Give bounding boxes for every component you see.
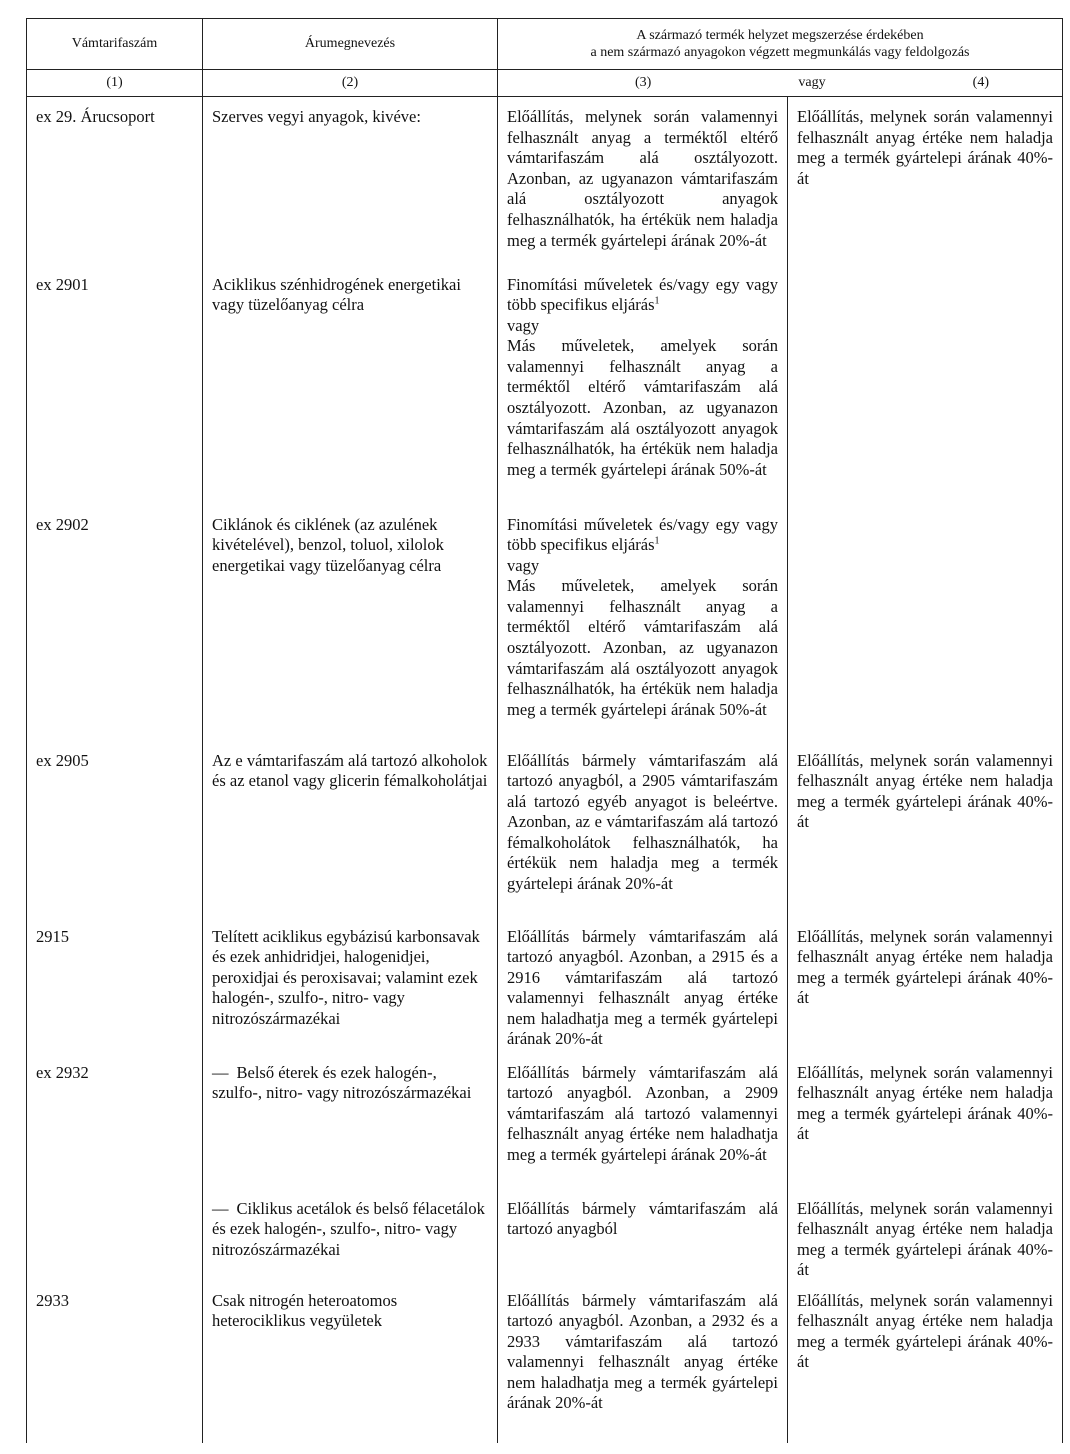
table-row — [27, 751, 1063, 927]
column-number-1: (1) — [27, 70, 203, 97]
tariff-code: ex 2905 — [27, 751, 203, 927]
processing-col3: Előállítás bármely vámtarifaszám alá tartozó anyagból. Azonban, a 2932 és a 2933 vámtarifaszám alá tartozó valamennyi felhasznált anyag értéke nem haladhatja meg a termék gyártelepi árának 20%-át — [498, 1291, 788, 1444]
processing-col4: Előállítás, melynek során valamennyi felhasznált anyag értéke nem haladja meg a termék gyártelepi árának 40%-át — [788, 1291, 1063, 1444]
table-row — [27, 1063, 1063, 1199]
column-number-row — [27, 70, 1063, 97]
processing-col4: Előállítás, melynek során valamennyi felhasznált anyag értéke nem haladja meg a termék gyártelepi árának 40%-át — [788, 1063, 1063, 1199]
processing-col3: Előállítás bármely vámtarifaszám alá tartozó anyagból — [498, 1199, 788, 1291]
processing-refining: Finomítási műveletek és/vagy egy vagy több specifikus eljárás — [507, 274, 778, 315]
processing-col4: Előállítás, melynek során valamennyi felhasznált anyag értéke nem haladja meg a termék gyártelepi árának 40%-át — [788, 751, 1063, 927]
header-processing — [498, 19, 1063, 70]
tariff-code: ex 2932 — [27, 1063, 203, 1199]
processing-col4: Előállítás, melynek során valamennyi felhasznált anyag értéke nem haladja meg a termék gyártelepi árának 40%-át — [788, 97, 1063, 275]
processing-other: Más műveletek, amelyek során valamennyi felhasznált anyag a terméktől eltérő vámtarifaszám alá osztályozott. Azonban, az ugyanazon vámtarifaszám alá osztályozott anyagok felhasználhatók, ha értékük nem haladja meg a termék gyártelepi árának 50%-át — [507, 336, 778, 479]
goods-description — [203, 1063, 498, 1199]
footnote-ref: 1 — [654, 295, 660, 307]
processing-other: Más műveletek, amelyek során valamennyi felhasznált anyag a terméktől eltérő vámtarifaszám alá osztályozott. Azonban, az ugyanazon vámtarifaszám alá osztályozott anyagok felhasználhatók, ha értékük nem haladja meg a termék gyártelepi árának 50%-át — [507, 576, 778, 719]
tariff-code: 2933 — [27, 1291, 203, 1444]
goods-description — [203, 1199, 498, 1291]
goods-description-text: Belső éterek és ezek halogén-, szulfo-, nitro- vagy nitrozószármazékai — [212, 1062, 472, 1103]
list-dash: — — [212, 1198, 229, 1218]
processing-col4 — [788, 515, 1063, 751]
processing-col3 — [498, 515, 788, 751]
list-dash: — — [212, 1062, 229, 1082]
column-number-4: (4) — [972, 75, 989, 90]
table-row — [27, 515, 1063, 751]
processing-col3: Előállítás bármely vámtarifaszám alá tartozó anyagból. Azonban, a 2909 vámtarifaszám alá tartozó valamennyi felhasznált anyag értéke nem haladhatja meg a termék gyártelepi árának 20%-át — [498, 1063, 788, 1199]
goods-description: Aciklikus szénhidrogének energetikai vagy tüzelőanyag célra — [203, 275, 498, 515]
header-row — [27, 19, 1063, 70]
processing-refining: Finomítási műveletek és/vagy egy vagy több specifikus eljárás — [507, 514, 778, 555]
tariff-code: ex 2901 — [27, 275, 203, 515]
column-number-or: vagy — [798, 75, 826, 90]
table-row — [27, 1291, 1063, 1444]
goods-description: Az e vámtarifaszám alá tartozó alkoholok és az etanol vagy glicerin fémalkoholátjai — [203, 751, 498, 927]
table-row — [27, 1199, 1063, 1291]
tariff-code: 2915 — [27, 927, 203, 1063]
processing-col3: Előállítás bármely vámtarifaszám alá tartozó anyagból, a 2905 vámtarifaszám alá tartozó egyéb anyagot is beleértve. Azonban, az e vámtarifaszám alá tartozó fémalkoholátok felhasználhatók, ha értékük nem haladja meg a termék gyártelepi árának 20%-át — [498, 751, 788, 927]
processing-or: vagy — [507, 555, 540, 575]
table-row — [27, 97, 1063, 275]
processing-col3: Előállítás, melynek során valamennyi felhasznált anyag a terméktől eltérő vámtarifaszám alá osztályozott. Azonban, az ugyanazon vámtarifaszám alá osztályozott anyagok felhasználhatók, ha értékük nem haladja meg a termék gyártelepi árának 20%-át — [498, 97, 788, 275]
footnote-ref: 1 — [654, 535, 660, 547]
header-processing-line2: a nem származó anyagokon végzett megmunkálás vagy feldolgozás — [590, 45, 970, 60]
goods-description: Szerves vegyi anyagok, kivéve: — [203, 97, 498, 275]
goods-description-text: Ciklikus acetálok és belső félacetálok és ezek halogén-, szulfo-, nitro- vagy nitrozószármazékai — [212, 1198, 485, 1259]
column-number-3: (3) — [635, 75, 652, 90]
processing-or: vagy — [507, 315, 540, 335]
tariff-code: ex 2902 — [27, 515, 203, 751]
tariff-code: ex 29. Árucsoport — [27, 97, 203, 275]
header-tariff-number: Vámtarifaszám — [27, 19, 203, 70]
table-row — [27, 927, 1063, 1063]
table-row — [27, 275, 1063, 515]
tariff-code — [27, 1199, 203, 1291]
header-description: Árumegnevezés — [203, 19, 498, 70]
processing-col4: Előállítás, melynek során valamennyi felhasznált anyag értéke nem haladja meg a termék gyártelepi árának 40%-át — [788, 927, 1063, 1063]
goods-description: Ciklánok és ciklének (az azulének kivételével), benzol, toluol, xilolok energetikai vagy tüzelőanyag célra — [203, 515, 498, 751]
processing-col4: Előállítás, melynek során valamennyi felhasznált anyag értéke nem haladja meg a termék gyártelepi árának 40%-át — [788, 1199, 1063, 1291]
processing-col4 — [788, 275, 1063, 515]
rules-of-origin-table — [26, 18, 1063, 1443]
goods-description: Csak nitrogén heteroatomos heterociklikus vegyületek — [203, 1291, 498, 1444]
processing-col3 — [498, 275, 788, 515]
header-processing-line1: A származó termék helyzet megszerzése érdekében — [636, 27, 924, 43]
column-number-3-4 — [498, 70, 1063, 97]
processing-col3: Előállítás bármely vámtarifaszám alá tartozó anyagból. Azonban, a 2915 és a 2916 vámtarifaszám alá tartozó valamennyi felhasznált anyag értéke nem haladhatja meg a termék gyártelepi árának 20%-át — [498, 927, 788, 1063]
column-number-2: (2) — [203, 70, 498, 97]
goods-description: Telített aciklikus egybázisú karbonsavak és ezek anhidridjei, halogenidjei, peroxidjai és peroxisavai; valamint ezek halogén-, szulfo-, nitro- vagy nitrozószármazékai — [203, 927, 498, 1063]
